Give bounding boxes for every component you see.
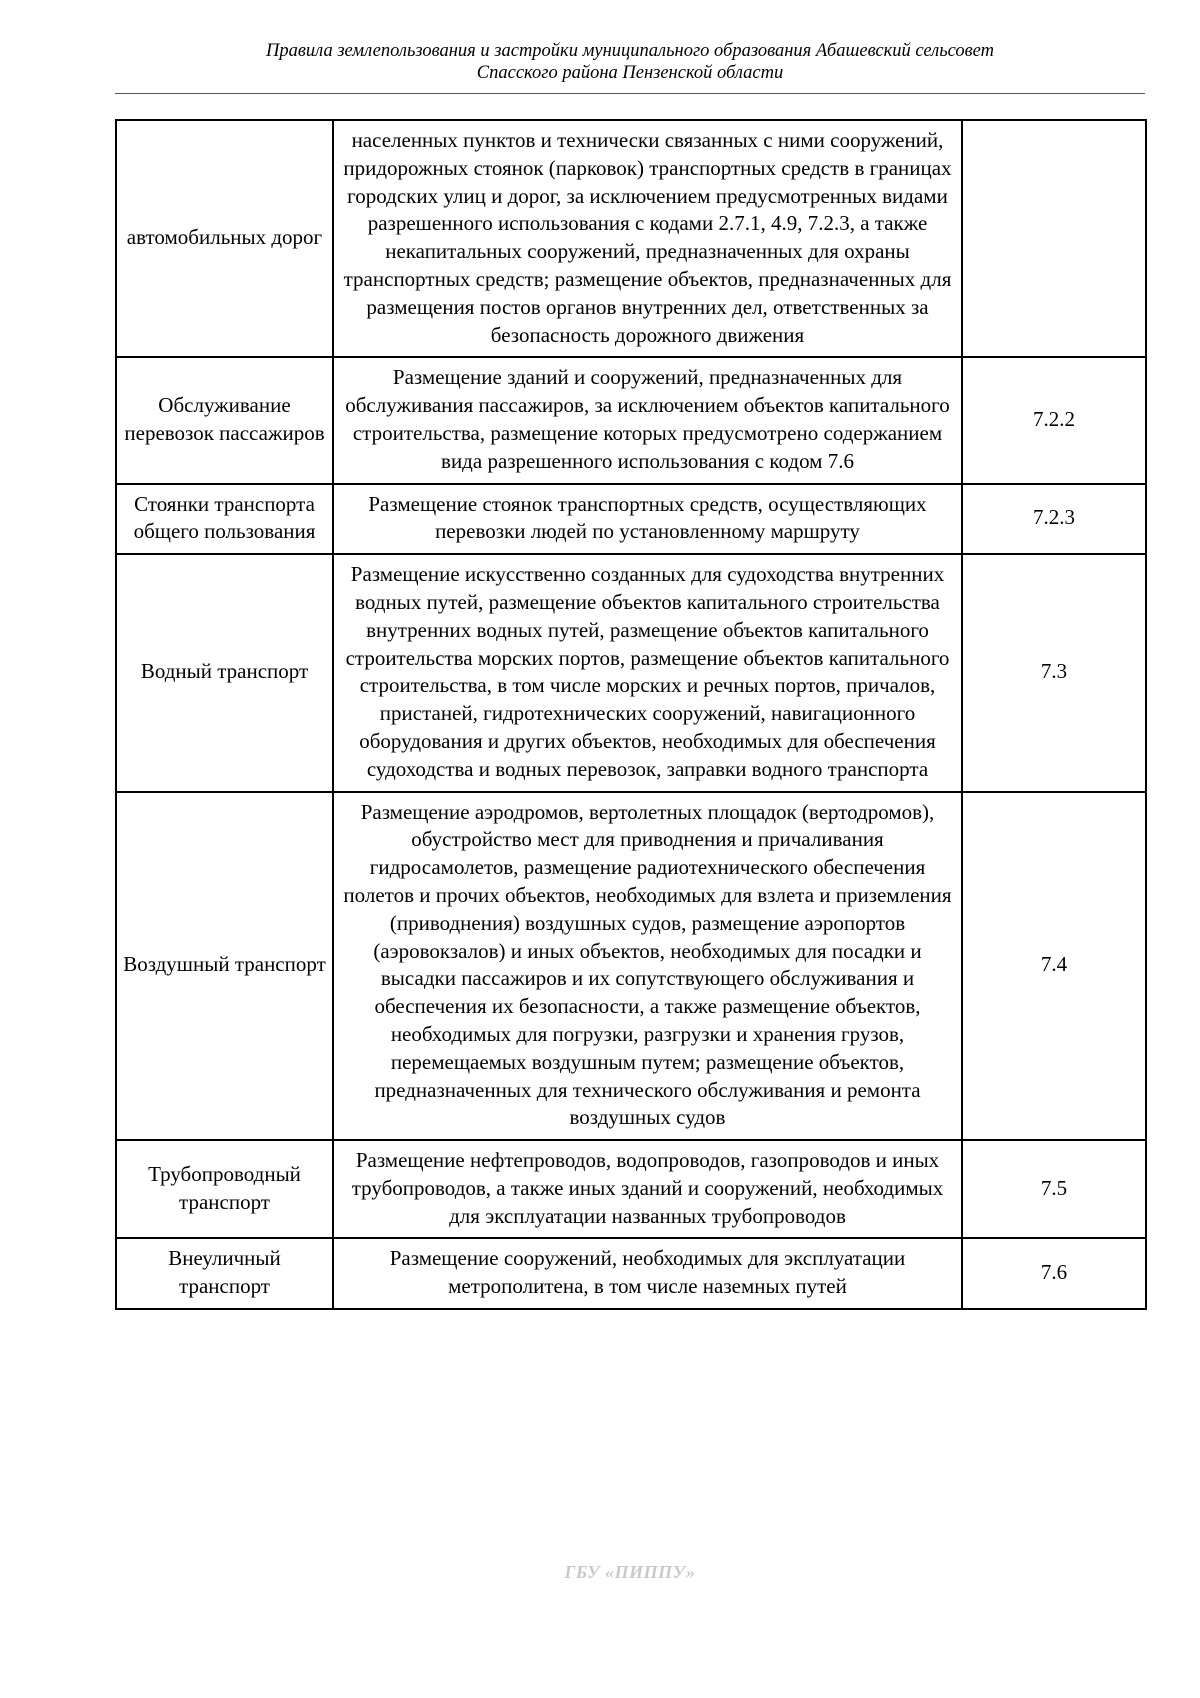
header-line-2: Спасского района Пензенской области <box>476 63 784 83</box>
header-line-1: Правила землепользования и застройки муниципального образования Абашевский сельсовет <box>266 41 994 61</box>
land-use-table <box>115 119 1147 1310</box>
table-row <box>116 1140 1146 1238</box>
use-description-cell: Размещение стоянок транспортных средств, осуществляющих перевозки людей по установленному маршруту <box>333 484 962 555</box>
use-code-cell: 7.2.2 <box>962 357 1146 483</box>
use-code-cell: 7.6 <box>962 1238 1146 1309</box>
use-name-cell: Трубопроводный транспорт <box>116 1140 333 1238</box>
use-description-cell: Размещение зданий и сооружений, предназначенных для обслуживания пассажиров, за исключением объектов капитального строительства, размещение которых предусмотрено содержанием вида разрешенного использования с кодом 7.6 <box>333 357 962 483</box>
use-description-cell: Размещение искусственно созданных для судоходства внутренних водных путей, размещение объектов капитального строительства внутренних водных путей, размещение объектов капитального строительства морских портов, размещение объектов капитального строительства, в том числе морских и речных портов, причалов, пристаней, гидротехнических сооружений, навигационного оборудования и других объектов, необходимых для обеспечения судоходства и водных перевозок, заправки водного транспорта <box>333 554 962 791</box>
table-row <box>116 554 1146 791</box>
use-code-cell <box>962 120 1146 357</box>
use-code-cell: 7.3 <box>962 554 1146 791</box>
table-row <box>116 357 1146 483</box>
use-description-cell: Размещение аэродромов, вертолетных площадок (вертодромов), обустройство мест для приводнения и причаливания гидросамолетов, размещение радиотехнического обеспечения полетов и прочих объектов, необходимых для взлета и приземления (приводнения) воздушных судов, размещение аэропортов (аэровокзалов) и иных объектов, необходимых для посадки и высадки пассажиров и их сопутствующего обслуживания и обеспечения их безопасности, а также размещение объектов, необходимых для погрузки, разгрузки и хранения грузов, перемещаемых воздушным путем; размещение объектов, предназначенных для технического обслуживания и ремонта воздушных судов <box>333 792 962 1141</box>
use-name-cell: Обслуживание перевозок пассажиров <box>116 357 333 483</box>
footer-watermark: ГБУ «ПИППУ» <box>564 1562 696 1582</box>
use-code-cell: 7.2.3 <box>962 484 1146 555</box>
use-description-cell: Размещение сооружений, необходимых для эксплуатации метрополитена, в том числе наземных путей <box>333 1238 962 1309</box>
table-row <box>116 1238 1146 1309</box>
use-name-cell: Воздушный транспорт <box>116 792 333 1141</box>
use-code-cell: 7.4 <box>962 792 1146 1141</box>
use-description-cell: Размещение нефтепроводов, водопроводов, газопроводов и иных трубопроводов, а также иных зданий и сооружений, необходимых для эксплуатации названных трубопроводов <box>333 1140 962 1238</box>
use-name-cell: автомобильных дорог <box>116 120 333 357</box>
use-description-cell: населенных пунктов и технически связанных с ними сооружений, придорожных стоянок (парковок) транспортных средств в границах городских улиц и дорог, за исключением предусмотренных видами разрешенного использования с кодами 2.7.1, 4.9, 7.2.3, а также некапитальных сооружений, предназначенных для охраны транспортных средств; размещение объектов, предназначенных для размещения постов органов внутренних дел, ответственных за безопасность дорожного движения <box>333 120 962 357</box>
use-name-cell: Внеуличный транспорт <box>116 1238 333 1309</box>
use-name-cell: Водный транспорт <box>116 554 333 791</box>
use-code-cell: 7.5 <box>962 1140 1146 1238</box>
header-divider <box>115 93 1145 94</box>
page-header <box>115 40 1145 84</box>
table-row <box>116 484 1146 555</box>
table-row <box>116 792 1146 1141</box>
table-row <box>116 120 1146 357</box>
use-name-cell: Стоянки транспорта общего пользования <box>116 484 333 555</box>
